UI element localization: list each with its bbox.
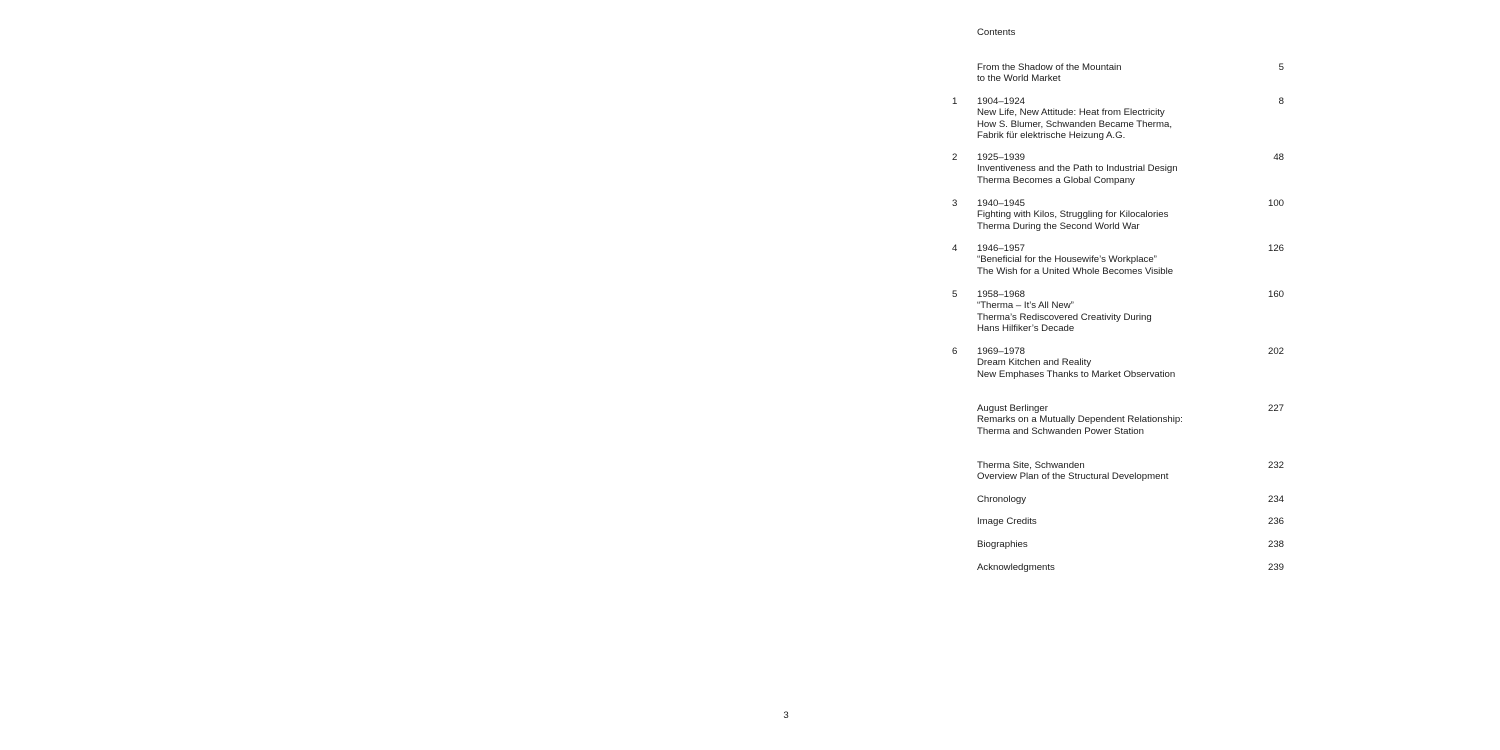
entry-page-number: 126 — [1267, 243, 1284, 254]
chapter-number: 4 — [952, 243, 958, 254]
entry-title-line: 1925–1939 — [977, 152, 1026, 163]
entry-title-line: Therma and Schwanden Power Station — [977, 425, 1144, 437]
entry-title — [977, 62, 1284, 85]
entry-title-line: 1946–1957 — [977, 243, 1026, 254]
entry-title — [977, 539, 1284, 550]
entry-title — [977, 494, 1284, 505]
entry-title-line: Therma Becomes a Global Company — [977, 174, 1135, 186]
entry-title-line: to the World Market — [977, 73, 1061, 85]
entry-title-line: Therma Site, Schwanden — [977, 460, 1085, 471]
toc-entry[interactable] — [952, 198, 1284, 232]
entry-title — [977, 562, 1284, 573]
entry-title — [977, 403, 1284, 437]
contents-heading: Contents — [977, 27, 1016, 38]
entry-page-number: 238 — [1267, 539, 1284, 550]
entry-title-line: Remarks on a Mutually Dependent Relationship: — [977, 414, 1183, 426]
entry-title-line: How S. Blumer, Schwanden Became Therma, — [977, 118, 1172, 130]
entry-title-line: Image Credits — [977, 516, 1037, 527]
entry-title-line: From the Shadow of the Mountain — [977, 62, 1122, 73]
entry-title — [977, 152, 1284, 186]
entry-title-line: Acknowledgments — [977, 562, 1055, 573]
toc-entry[interactable] — [952, 96, 1284, 142]
chapter-number: 6 — [952, 346, 958, 357]
toc-entry[interactable] — [952, 62, 1284, 85]
toc-entry[interactable] — [952, 289, 1284, 335]
entry-page-number: 234 — [1267, 494, 1284, 505]
entry-title — [977, 516, 1284, 527]
entry-page-number: 236 — [1267, 516, 1284, 527]
entry-page-number: 48 — [1273, 152, 1284, 163]
toc-entry[interactable] — [952, 494, 1284, 505]
entry-title — [977, 96, 1284, 142]
entry-title-line: The Wish for a United Whole Becomes Visible — [977, 265, 1174, 277]
chapter-number: 5 — [952, 289, 958, 300]
chapter-number: 3 — [952, 198, 958, 209]
toc-entry[interactable] — [952, 152, 1284, 186]
toc-entry[interactable] — [952, 516, 1284, 527]
entry-title-line: Inventiveness and the Path to Industrial Design — [977, 163, 1178, 175]
entry-title-line: New Emphases Thanks to Market Observation — [977, 368, 1176, 380]
entry-title-line: Fabrik für elektrische Heizung A.G. — [977, 130, 1126, 142]
entry-title-line: Fighting with Kilos, Struggling for Kilocalories — [977, 209, 1169, 221]
toc-entry[interactable] — [952, 346, 1284, 380]
entry-page-number: 232 — [1267, 460, 1284, 471]
toc-entry[interactable] — [952, 562, 1284, 573]
entry-title-line: Therma During the Second World War — [977, 220, 1140, 232]
entry-title-line: Dream Kitchen and Reality — [977, 357, 1092, 369]
entry-title-line: 1904–1924 — [977, 96, 1026, 107]
entry-title-line: “Therma – It’s All New” — [977, 300, 1074, 312]
entry-title-line: 1958–1968 — [977, 289, 1026, 300]
entry-page-number: 202 — [1267, 346, 1284, 357]
toc-entry[interactable] — [952, 460, 1284, 483]
entry-title-line: Overview Plan of the Structural Development — [977, 471, 1169, 483]
entry-page-number: 100 — [1267, 198, 1284, 209]
entry-title-line: Biographies — [977, 539, 1028, 550]
entry-title-line: New Life, New Attitude: Heat from Electricity — [977, 107, 1165, 119]
entry-title — [977, 198, 1284, 232]
toc-entry[interactable] — [952, 539, 1284, 550]
chapter-number: 1 — [952, 96, 958, 107]
entry-title-line: Therma’s Rediscovered Creativity During — [977, 311, 1152, 323]
entry-title — [977, 346, 1284, 380]
entry-title-line: 1969–1978 — [977, 346, 1026, 357]
entry-page-number: 5 — [1278, 62, 1284, 73]
chapter-number: 2 — [952, 152, 958, 163]
entry-title-line: Hans Hilfiker’s Decade — [977, 323, 1075, 335]
entry-title — [977, 289, 1284, 335]
entry-title-line: August Berlinger — [977, 403, 1048, 414]
entry-title-line: “Beneficial for the Housewife’s Workplace” — [977, 254, 1157, 266]
entry-title — [977, 460, 1284, 483]
entry-title — [977, 243, 1284, 277]
entry-page-number: 8 — [1278, 96, 1284, 107]
entry-title-line: 1940–1945 — [977, 198, 1026, 209]
entry-title-line: Chronology — [977, 494, 1027, 505]
toc-entry[interactable] — [952, 243, 1284, 277]
entry-page-number: 239 — [1267, 562, 1284, 573]
entry-page-number: 160 — [1267, 289, 1284, 300]
toc-entry[interactable] — [952, 403, 1284, 437]
page-number: 3 — [783, 710, 789, 721]
entry-page-number: 227 — [1267, 403, 1284, 414]
